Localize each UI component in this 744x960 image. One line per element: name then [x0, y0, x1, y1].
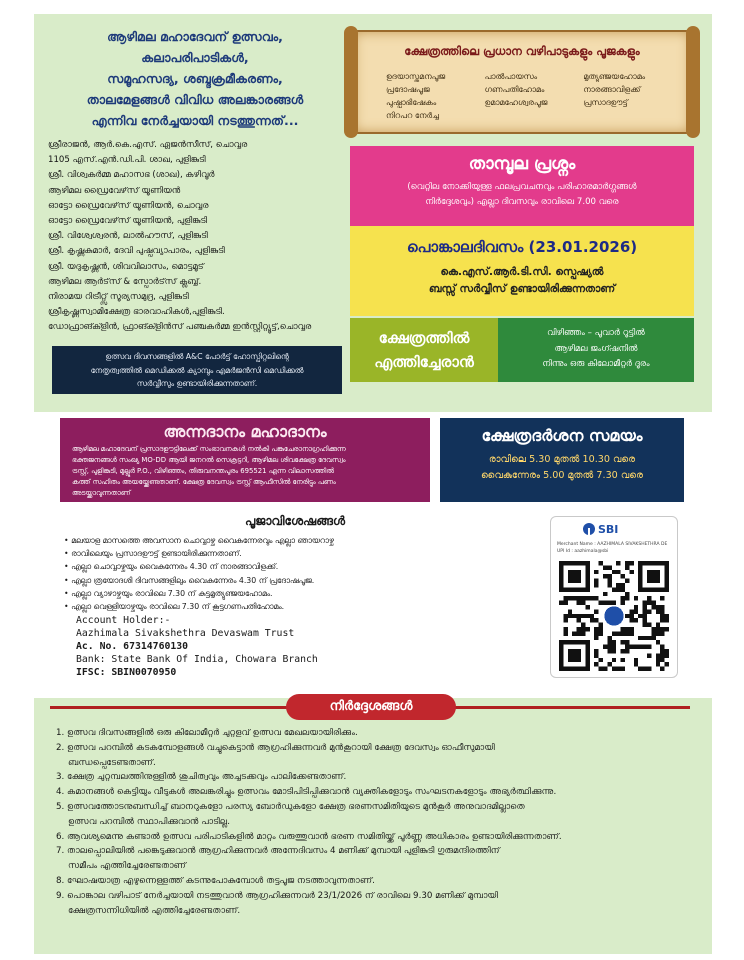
thamboola-title: താമ്പൂല പ്രശ്നം [468, 154, 576, 174]
sponsor-item: ശ്രീ. കൃഷ്ണകുമാർ, ദേവി പുഷ്പവ്യാപാരം, പുളിങ്കുടി [48, 246, 225, 257]
sponsor-item: നിരാമയ റിട്രീറ്റ്സ് സൂര്യസമുദ്ര, പുളിങ്കുടി [48, 292, 189, 303]
pongala-panel [350, 226, 694, 316]
pooja-item: • എല്ലാ വ്യാഴാഴ്ചയും രാവിലെ 7.30 ന് കുട്ടമൃത്യുഞ്ജയഹോമം. [64, 587, 534, 600]
merchant-info [557, 541, 673, 555]
medical-note-line: ഉത്സവ ദിവസങ്ങളിൽ A&C പോർട്ട് ഹോസ്പിറ്റലിന്റെ [105, 352, 289, 361]
offering-item: പുഷ്പാഭിഷേകം [386, 98, 437, 107]
annadanam-panel [60, 418, 430, 502]
offering-item: ഉദയാസ്തമനപൂജ [386, 72, 446, 81]
sponsor-item: ആഴിമല ആർട്‌സ് & സ്പോർട്‌സ് ക്ലബ്ബ്. [48, 276, 202, 287]
pooja-list [64, 534, 534, 613]
reach-title-line: എത്തിച്ചേരാൻ [374, 353, 474, 371]
heading-line: ആഴിമല മഹാദേവന് ഉത്സവം, [107, 29, 283, 44]
offering-item: നിറപറ നേർച്ച [386, 111, 439, 120]
qr-code-icon[interactable] [559, 561, 669, 671]
account-number: Ac. No. 67314760130 [76, 641, 189, 652]
instruction-item: 5. ഉത്സവത്തോടനുബന്ധിച്ച് ബാനറുകളോ പരസ്യ ബോർഡുകളോ ക്ഷേത്ര ഭരണസമിതിയുടെ മുൻകൂർ അനുവാദമില്ലാതെ [56, 801, 525, 812]
reach-directions-panel [498, 318, 694, 382]
pongala-title: പൊങ്കാലദിവസം (23.01.2026) [406, 238, 638, 256]
offering-item: ഉമാമഹേശ്വരപൂജ [484, 98, 548, 107]
instruction-continuation: ഉത്സവ പറമ്പിൽ സ്ഥാപിക്കുവാൻ പാടില്ല. [68, 816, 230, 827]
instructions-list [56, 726, 696, 918]
merchant-name: Merchant Name : AAZHIMALA SIVAKSHETHRA DE [557, 542, 668, 547]
offering-item: നാരങ്ങാവിളക്ക് [583, 85, 641, 94]
thamboola-text [350, 180, 694, 210]
sponsor-item: ശ്രീകൃഷ്ണസ്വാമിക്ഷേത്ര ഭാരവാഹികൾ,പുളിങ്കുടി. [48, 307, 225, 318]
offering-item: മൃത്യുഞ്ജയഹോമം [583, 72, 646, 81]
thamboola-panel [350, 146, 694, 226]
instruction-item: 9. പൊങ്കാല വഴിപാട് നേർച്ചയായി നടത്തുവാൻ ആഗ്രഹിക്കുന്നവർ 23/1/2026 ന് രാവിലെ 9.30 മണിക്ക് മുമ്പായി [56, 890, 498, 901]
darshan-times [440, 452, 684, 484]
account-holder-label: Account Holder:- [76, 615, 171, 626]
annadanam-line: കത്ത് സഹിതം അയയ്ക്കേണ്ടതാണ്. ക്ഷേത്ര ദേവസ്വം ട്രസ്റ്റ് ആഫീസിൽ നേരിട്ടും പണം [72, 478, 336, 486]
instruction-item: 2. ഉത്സവ പറമ്പിൽ കടകമ്പോളങ്ങൾ വച്ചുകെട്ടാൻ ആഗ്രഹിക്കുന്നവർ മുൻകൂറായി ക്ഷേത്ര ദേവസ്വം ഓഫീസുമായി [56, 742, 495, 753]
merchant-upi: UPI Id : aazhimala@sbi [557, 549, 609, 554]
instruction-item: 8. ഘോഷയാത്ര എഴുന്നെള്ളത്ത് കടന്നുപോകുമ്പോൾ തട്ടപൂജ നടത്താവുന്നതാണ്. [56, 875, 375, 886]
instruction-continuation: സമീപം എത്തിച്ചേരേണ്ടതാണ് [68, 861, 186, 872]
offerings-title: ക്ഷേത്രത്തിലെ പ്രധാന വഴിപാടുകളും പൂജകളും [404, 44, 640, 58]
annadanam-text [60, 442, 430, 499]
annadanam-line: ആഴിമല മഹാദേവന് പ്രസാദഊട്ടിലേക്ക് സംഭാവനകൾ നൽകി പങ്കുചേരാനാഗ്രഹിക്കുന്ന [72, 445, 346, 453]
sponsor-item: ഓട്ടോ ഡ്രൈവേഴ്‌സ് യൂണിയൻ, പുളിങ്കുടി [48, 216, 208, 227]
sponsor-item: ഓട്ടോ ഡ്രൈവേഴ്‌സ് യൂണിയൻ, ചൊവ്വര [48, 200, 209, 211]
instruction-item: 6. ആവശ്യമെന്നു കണ്ടാൽ ഉത്സവ പരിപാടികളിൽ മാറ്റം വരുത്തുവാൻ ഭരണ സമിതിയ്ക്ക് പൂർണ്ണ അധികാരം ഉണ്ടായിരിക്കുന്നതാണ്. [56, 831, 562, 842]
qr-card [550, 516, 678, 678]
annadanam-title: അന്നദാനം മഹാദാനം [163, 422, 327, 441]
instruction-item: 7. താലപ്പൊലിയിൽ പങ്കെടുക്കുവാൻ ആഗ്രഹിക്കുന്നവർ അന്നേദിവസം 4 മണിക്ക് മുമ്പായി പുളിങ്കുടി ഗുരുമന്ദിരത്തിന് [56, 846, 500, 857]
sbi-brand: SBI [598, 523, 619, 536]
instruction-item: 3. ക്ഷേത്ര ചുറ്റമ്പലത്തിനുള്ളിൽ ശുചിത്വവും അച്ചടക്കവും പാലിക്കേണ്ടതാണ്. [56, 772, 347, 783]
sponsor-item: ശ്രീ. വിശ്വേശ്വരൻ, ലാൽഹൗസ്, പുളിങ്കുടി [48, 231, 208, 242]
annadanam-line: ഭക്തജനങ്ങൾ സംഖ്യ MO-DD ആയി ജനറൽ സെക്രട്ടറി, ആഴിമല ശിവക്ഷേത്ര ദേവസ്വം [72, 456, 346, 464]
pooja-item: • എല്ലാ ത്രയോദശി ദിവസങ്ങളിലും വൈകുന്നേരം 4.30 ന് പ്രദോഷപൂജ. [64, 574, 534, 587]
reach-line: നിന്നും ഒരു കിലോമീറ്റർ ദൂരം [542, 359, 650, 369]
darshan-title: ക്ഷേത്രദർശന സമയം [481, 426, 643, 445]
pooja-item: • രാവിലെയും പ്രസാദഊട്ട് ഉണ്ടായിരിക്കുന്നതാണ്. [64, 547, 534, 560]
pooja-title: പൂജാവിശേഷങ്ങൾ [244, 514, 346, 528]
darshan-line: വൈകുന്നേരം 5.00 മുതൽ 7.30 വരെ [481, 470, 643, 481]
instruction-continuation: ക്ഷേത്രസന്നിധിയിൽ എത്തിച്ചേരേണ്ടതാണ്. [68, 905, 241, 916]
festival-heading [60, 26, 330, 131]
pooja-item: • എല്ലാ വെള്ളിയാഴ്ചയും രാവിലെ 7.30 ന് കൂട്ടഗണപതിഹോമം. [64, 600, 534, 613]
pongala-line: ബസ്സ് സർവ്വീസ് ഉണ്ടായിരിക്കുന്നതാണ് [428, 283, 616, 295]
reach-line: വിഴിഞ്ഞം – പൂവാർ റൂട്ടിൽ [547, 328, 645, 338]
sponsor-item: ശ്രീരാജൻ, ആർ.കെ.എസ്. ഏജൻസീസ്, ചൊവ്വര [48, 140, 248, 150]
annadanam-line: ട്രസ്റ്റ്, പുളിങ്കുടി, മുല്ലൂർ P.O., വിഴിഞ്ഞം, തിരുവനന്തപുരം 695521 എന്ന വിലാസത്തിൽ [72, 467, 334, 475]
sbi-logo [583, 523, 618, 536]
offerings-grid [386, 72, 676, 121]
offering-item: പാൽപായസം [484, 72, 538, 81]
offerings-scroll [352, 30, 692, 134]
instruction-item: 4. കമാനങ്ങൾ കെട്ടിയും വീടുകൾ അലങ്കരിച്ചും ഉത്സവം മോടിപിടിപ്പിക്കുവാൻ വ്യക്തികളോടും സംഘടനകളോടും അഭ്യർത്ഥിക്കുന്നു. [56, 787, 557, 798]
instruction-item: 1. ഉത്സവ ദിവസങ്ങളിൽ ഒരു കിലോമീറ്റർ ചുറ്റളവ് ഉത്സവ മേഖലയായിരിക്കും. [56, 728, 358, 738]
annadanam-line: അടയ്ക്കാവുന്നതാണ് [72, 489, 131, 497]
heading-line: കലാപരിപാടികൾ, [141, 50, 249, 65]
offering-item: പ്രസാദഊട്ട് [583, 98, 628, 107]
bank-details [76, 614, 376, 679]
instruction-continuation: ബന്ധപ്പെടേണ്ടതാണ്. [68, 757, 156, 768]
ifsc-code: IFSC: SBIN0070950 [76, 667, 177, 678]
darshan-panel [440, 418, 684, 502]
sponsor-item: ശ്രീ. യദുകൃഷ്ണൻ, ശിവവിലാസം, മൊട്ടമൂട് [48, 261, 204, 272]
heading-line: എന്നിവ നേർച്ചയായി നടത്തുന്നത്... [91, 113, 299, 128]
pooja-item: • എല്ലാ ചൊവ്വാഴ്ചയും വൈകുന്നേരം 4.30 ന് നാരങ്ങാവിളക്ക്. [64, 560, 534, 573]
reach-line: ആഴിമല ജംഗ്ഷനിൽ [554, 343, 638, 354]
sponsor-item: ആഴിമല ഡ്രൈവേഴ്‌സ് യൂണിയൻ [48, 185, 181, 196]
sponsor-item: ഡോഫ്രാങ്ക്ളിൻ, ഫ്രാങ്ക്ളിൻസ് പഞ്ചകർമ്മ ഇൻസ്റ്റിറ്റ്യൂട്ട്,ചൊവ്വര [48, 322, 312, 333]
sponsor-item: 1105 എസ്.എൻ.ഡി.പി. ശാഖ, പുളിങ്കുടി [48, 155, 206, 166]
thamboola-line: നിർദ്ദേശവും) എല്ലാ ദിവസവും രാവിലെ 7.00 വരെ [425, 197, 619, 207]
pooja-item: • മലയാള മാസത്തെ അവസാന ചൊവ്വാഴ്ച വൈകുന്നേരവും എല്ലാ ഞായറാഴ്ച [64, 534, 534, 547]
bank-name: Bank: State Bank Of India, Chowara Branch [76, 654, 318, 665]
sponsor-list [48, 138, 353, 336]
medical-note-line: നേതൃത്വത്തിൽ മെഡിക്കൽ ക്യാമ്പും എമർജൻസി മെഡിക്കൽ [90, 365, 304, 375]
medical-note-line: സർവ്വീസും ഉണ്ടായിരിക്കുന്നതാണ്. [136, 379, 258, 388]
medical-note [52, 346, 342, 394]
sbi-logo-icon [583, 523, 595, 535]
sponsor-item: ശ്രീ. വിശ്വകർമ്മ മഹാസഭ (ശാഖ), കഴിവൂർ [48, 170, 215, 181]
darshan-line: രാവിലെ 5.30 മുതൽ 10.30 വരെ [488, 454, 636, 465]
offering-item: ഗണപതിഹോമം [484, 85, 545, 94]
pongala-text [350, 264, 694, 298]
offering-item: പ്രദോഷപൂജ [386, 85, 430, 94]
reach-title-line: ക്ഷേത്രത്തിൽ [378, 329, 470, 347]
instructions-title: നിർദ്ദേശങ്ങൾ [286, 694, 456, 720]
pongala-line: കെ.എസ്.ആർ.ടി.സി. സ്പെഷ്യൽ [440, 266, 604, 278]
heading-line: സമൂഹസദ്യ, ശബ്ദക്രമീകരണം, [107, 71, 283, 86]
account-holder: Aazhimala Sivakshethra Devaswam Trust [76, 628, 295, 639]
heading-line: താലമേളങ്ങൾ വിവിധ അലങ്കാരങ്ങൾ [86, 92, 304, 107]
thamboola-line: (വെറ്റില നോക്കിയുള്ള ഫലപ്രവചനവും പരിഹാരമാർഗ്ഗങ്ങൾ [407, 182, 637, 192]
reach-title-panel [350, 318, 498, 382]
